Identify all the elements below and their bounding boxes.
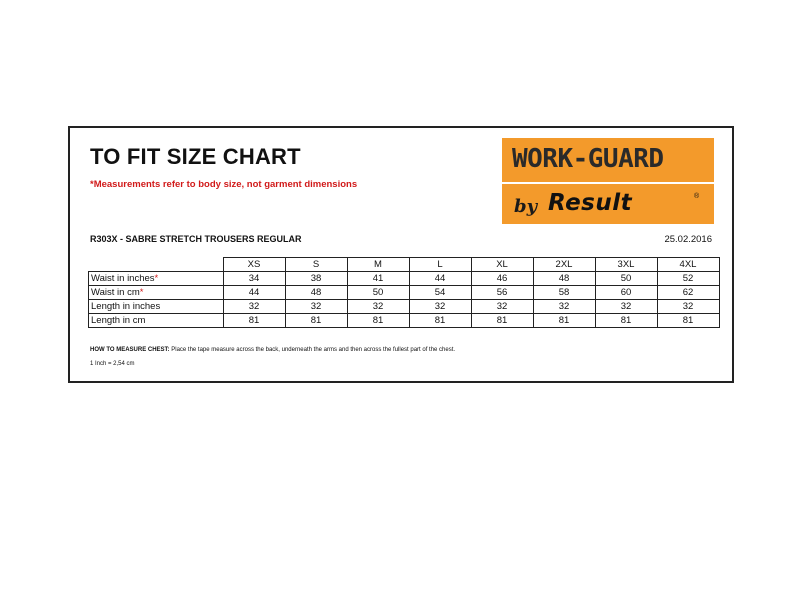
table-cell: 81 [533,314,595,328]
table-cell: 81 [657,314,719,328]
row-label-text: Waist in inches [91,273,155,284]
table-cell: 48 [285,286,347,300]
row-label-text: Length in inches [91,301,161,312]
row-label [89,272,224,286]
table-cell: 32 [595,300,657,314]
table-cell: 34 [223,272,285,286]
table-corner [89,258,224,272]
table-cell: 52 [657,272,719,286]
size-header-2xl: 2XL [533,258,595,272]
table-cell: 48 [533,272,595,286]
table-cell: 58 [533,286,595,300]
size-header-m: M [347,258,409,272]
table-cell: 32 [471,300,533,314]
row-label-text: Waist in cm [91,287,140,298]
table-cell: 32 [657,300,719,314]
table-cell: 38 [285,272,347,286]
row-label-text: Length in cm [91,315,146,326]
table-cell: 60 [595,286,657,300]
page-title: TO FIT SIZE CHART [90,144,301,169]
row-label [89,314,224,328]
size-header-xl: XL [471,258,533,272]
logo-result-word: Result [548,190,633,216]
product-name: R303X - SABRE STRETCH TROUSERS REGULAR [90,234,302,244]
size-header-l: L [409,258,471,272]
table-row [89,314,720,328]
table-row [89,272,720,286]
unit-conversion-note: 1 Inch = 2,54 cm [90,361,135,367]
logo-result-text [538,190,632,216]
table-cell: 81 [285,314,347,328]
table-cell: 81 [595,314,657,328]
table-cell: 32 [347,300,409,314]
table-cell: 56 [471,286,533,300]
row-marker: * [154,273,159,284]
table-cell: 32 [409,300,471,314]
table-cell: 54 [409,286,471,300]
table-cell: 81 [471,314,533,328]
size-header-row [89,258,720,272]
table-cell: 32 [533,300,595,314]
row-marker: * [139,287,144,298]
size-header-s: S [285,258,347,272]
row-label [89,286,224,300]
size-header-4xl: 4XL [657,258,719,272]
logo-by-text: by [514,196,538,217]
table-cell: 46 [471,272,533,286]
table-cell: 81 [409,314,471,328]
table-row [89,300,720,314]
logo-divider [502,182,714,184]
work-guard-logo [502,138,714,224]
table-cell: 50 [595,272,657,286]
logo-work-guard-text: WORK-GUARD [512,144,664,174]
table-row [89,286,720,300]
size-table [88,257,720,328]
how-to-measure-text: Place the tape measure across the back, underneath the arms and then across the fullest part of the chest. [169,347,456,353]
size-chart-card [68,126,734,383]
size-header-xs: XS [223,258,285,272]
table-cell: 50 [347,286,409,300]
table-cell: 62 [657,286,719,300]
table-cell: 41 [347,272,409,286]
logo-registered-mark: ® [694,193,700,200]
table-cell: 44 [223,286,285,300]
measurement-note: *Measurements refer to body size, not garment dimensions [90,179,358,190]
table-cell: 81 [347,314,409,328]
row-label [89,300,224,314]
size-header-3xl: 3XL [595,258,657,272]
chart-date: 25.02.2016 [664,234,712,245]
table-cell: 44 [409,272,471,286]
how-to-measure-note [90,347,455,353]
how-to-measure-label: HOW TO MEASURE CHEST: [90,347,170,353]
table-cell: 81 [223,314,285,328]
table-cell: 32 [223,300,285,314]
table-cell: 32 [285,300,347,314]
